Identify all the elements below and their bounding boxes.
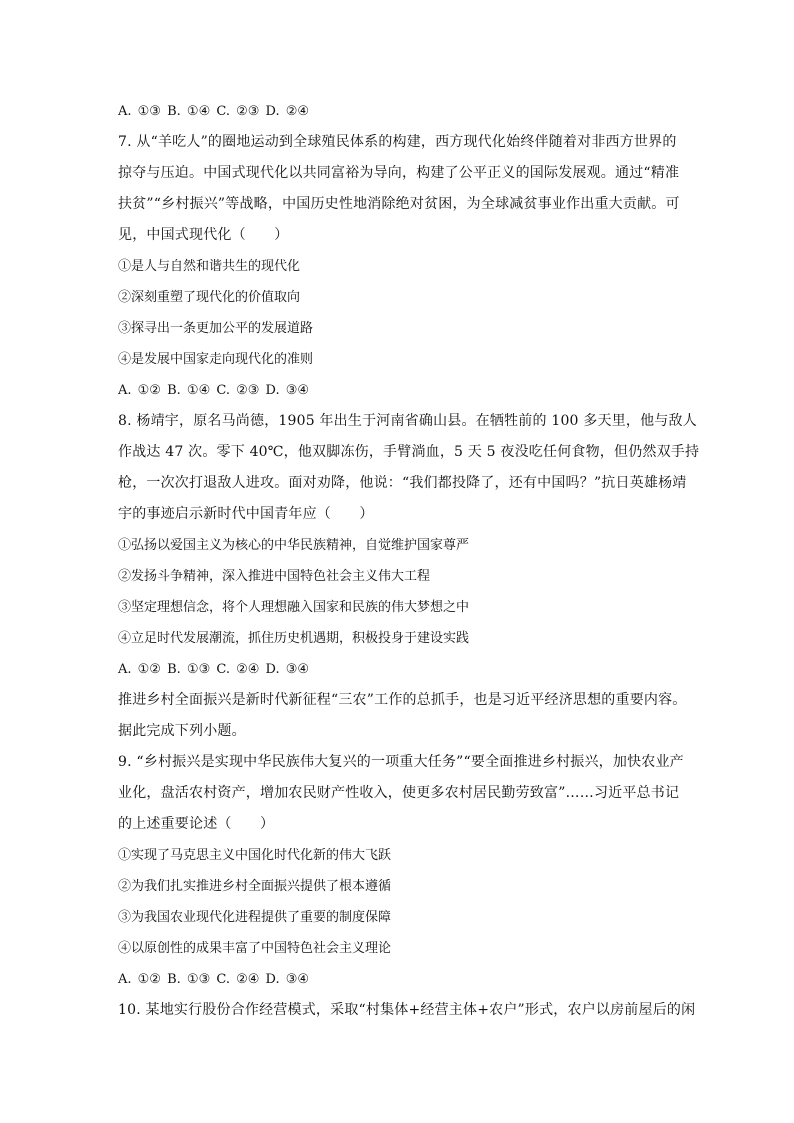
q9-option-4: ④以原创性的成果丰富了中国特色社会主义理论 xyxy=(118,941,392,956)
intro-line: 据此完成下列小题。 xyxy=(118,723,246,739)
question-7 xyxy=(118,127,686,406)
q8-stem-line: 作战达 47 次。零下 40℃，他双脚冻伤，手臂淌血，5 天 5 夜没吃任何食物，但仍然双手持 xyxy=(118,444,700,460)
q8-stem-line: 枪，一次次打退敌人进攻。面对劝降，他说：“我们都投降了，还有中国吗？”抗日英雄杨靖 xyxy=(118,475,687,491)
q7-stem-line: 扶贫”“乡村振兴”等战略，中国历史性地消除绝对贫困，为全球减贫事业作出重大贡献。可 xyxy=(118,196,680,212)
q8-stem-line: 宇的事迹启示新时代中国青年应（ ） xyxy=(118,506,374,522)
question-8 xyxy=(118,406,700,685)
q9-option-3: ③为我国农业现代化进程提供了重要的制度保障 xyxy=(118,910,392,925)
q9-stem-line: 的上述重要论述（ ） xyxy=(118,816,275,832)
exam-page xyxy=(118,96,700,1026)
q10-stem-line: 10. 某地实行股份合作经营模式，采取“村集体+经营主体+农户”形式，农户以房前屋后的闲 xyxy=(118,1002,696,1018)
q7-option-3: ③探寻出一条更加公平的发展道路 xyxy=(118,321,314,336)
q7-stem-line: 见，中国式现代化（ ） xyxy=(118,227,289,243)
q8-option-1: ①弘扬以爱国主义为核心的中华民族精神，自觉维护国家尊严 xyxy=(118,538,470,553)
q8-option-3: ③坚定理想信念，将个人理想融入国家和民族的伟大梦想之中 xyxy=(118,600,470,615)
q9-stem-line: 业化，盘活农村资产，增加农民财产性收入，使更多农村居民勤劳致富”……习近平总书记 xyxy=(118,785,680,801)
question-10 xyxy=(118,995,696,1026)
q7-option-4: ④是发展中国家走向现代化的准则 xyxy=(118,352,314,367)
q9-option-1: ①实现了马克思主义中国化时代化新的伟大飞跃 xyxy=(118,848,392,863)
q8-option-2: ②发扬斗争精神，深入推进中国特色社会主义伟大工程 xyxy=(118,569,431,584)
q9-stem-line: 9. “乡村振兴是实现中华民族伟大复兴的一项重大任务”“要全面推进乡村振兴，加快农业产 xyxy=(118,754,684,770)
question-9 xyxy=(118,747,686,995)
intro-line: 推进乡村全面振兴是新时代新征程“三农”工作的总抓手，也是习近平经济思想的重要内容。 xyxy=(118,692,687,708)
q8-answer-choices: A. ①② B. ①③ C. ②④ D. ③④ xyxy=(118,662,310,677)
q7-option-1: ①是人与自然和谐共生的现代化 xyxy=(118,259,301,274)
q7-option-2: ②深刻重塑了现代化的价值取向 xyxy=(118,290,301,305)
q8-option-4: ④立足时代发展潮流，抓住历史机遇期，积极投身于建设实践 xyxy=(118,631,470,646)
q7-stem-line: 7. 从“羊吃人”的圈地运动到全球殖民体系的构建，西方现代化始终伴随着对非西方世界的 xyxy=(118,134,677,150)
q6-answer-choices: A. ①③ B. ①④ C. ②③ D. ②④ xyxy=(118,104,310,119)
q9-option-2: ②为我们扎实推进乡村全面振兴提供了根本遵循 xyxy=(118,879,392,894)
q7-answer-choices: A. ①② B. ①④ C. ②③ D. ③④ xyxy=(118,383,310,398)
q8-stem-line: 8. 杨靖宇，原名马尚德，1905 年出生于河南省确山县。在牺牲前的 100 多天里，他与敌人 xyxy=(118,413,697,429)
section-intro xyxy=(118,685,686,747)
q7-stem-line: 掠夺与压迫。中国式现代化以共同富裕为导向，构建了公平正义的国际发展观。通过“精准 xyxy=(118,165,680,181)
q9-answer-choices: A. ①② B. ①③ C. ②④ D. ③④ xyxy=(118,972,310,987)
